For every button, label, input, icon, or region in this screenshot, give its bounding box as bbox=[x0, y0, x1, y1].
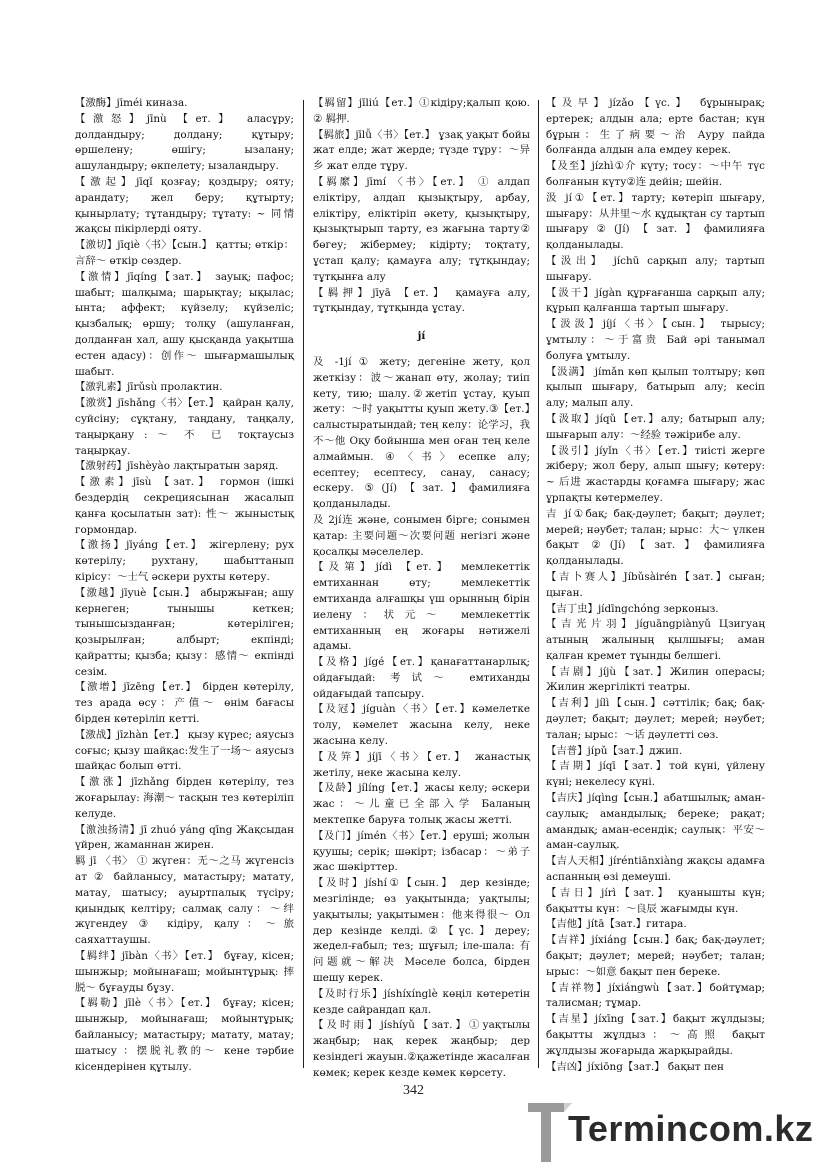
dictionary-entry: 【吉祥】jíxiáng【сын.】бақ; бақ-дәулет; бақыт; дәулет; мерей; нәубет; талан; ырыс：～如意 бақыт пен береке. bbox=[546, 934, 765, 978]
dictionary-entry: 【羁旅】jīlǚ〈书〉【ет.】 ұзақ уақыт бойы жат елде; жат жерде; түзде тұру：～异乡 жат елде тұру. bbox=[313, 128, 530, 173]
dictionary-entry: 【激素】jīsù 【зат.】 гормон (ішкі бездердің секрециясынан жасалып қанға қосылатын зат): 性～ жыныстық гормондар. bbox=[75, 476, 294, 536]
column-divider bbox=[303, 100, 304, 1068]
dictionary-entry: 【汲满】 jímǎn көп қылып толтыру; көп қылып шығару, батырып алу; кесіп алу; малып алу. bbox=[546, 365, 765, 410]
column-divider bbox=[538, 100, 539, 1068]
dictionary-entry: 【及至】jízhì①介 күту; тосу：～中午 түс болғанын күту②连 дейін; шейін. bbox=[546, 160, 765, 188]
dictionary-entry: jí bbox=[417, 330, 426, 343]
dictionary-entry: 【羁绊】jībàn〈书〉【ет.】 бұғау, кісен; шынжыр; мойынағаш; мойынтұрық: 摔脱～ бұғауды бұзу. bbox=[75, 950, 294, 994]
dictionary-entry: 【激情】jīqíng【зат.】 зауық; пафос; шабыт; шалқыма; шарықтау; ықылас; ынта; аффект; күйзелу; күйзеліс; қызбалық; өршу; толқу (ашуланған, долданған хал, ашу қысқанда уақытша естен адасу)：创作～ шығармашылық шабыт. bbox=[75, 270, 294, 378]
dictionary-entry: 【吉普】jípǔ【зат.】джип. bbox=[546, 744, 683, 757]
page-number: 342 bbox=[403, 1083, 424, 1098]
dictionary-entry: 【及格】jígé【ет.】қанағаттанарлық; ойдағыдай: 考试～ емтиханды ойдағыдай тапсыру. bbox=[313, 656, 530, 700]
dictionary-entry: 【吉祥物】jíxiángwù【зат.】бойтұмар; талисман; тұмар. bbox=[546, 981, 765, 1010]
dictionary-entry: 【及早】jízǎo【үс.】 бұрынырақ; ертерек; алдын ала; ерте бастан; күн бұрын：生了病要～治 Ауру пайда болғанда алдын ала емдеу керек. bbox=[546, 97, 765, 157]
dictionary-column-3 bbox=[546, 96, 765, 1073]
dictionary-entry: 【吉光片羽】jíguāngpiànyǔ Цзигуаң атының жалының қылшығы; аман қалған кремет тұынды белшегі. bbox=[546, 618, 765, 662]
dictionary-entry: 【吉期】jíqī【зат.】той күні, үйлену күні; некелесу күні. bbox=[546, 760, 765, 789]
dictionary-entry: 【及第】jídì 【ет.】 мемлекеттік емтиханнан өту; мемлекеттік емтиханда алғашқы үш орынның бірін иелену：状元～ мемлекеттік емтиханның ең жоғары нәтижелі адамы. bbox=[313, 561, 530, 653]
dictionary-entry: 【激增】jīzēng【ет.】 бірден көтерілу, тез арада өсу：产值～ өнім бағасы бірден көтеріліп кетті. bbox=[75, 681, 294, 726]
dictionary-entry: 【吉卜赛人】Jíbǔsàirén【зат.】сыған; цыған. bbox=[546, 570, 765, 599]
dictionary-entry: 及 2jí连 және, сонымен бірге; сонымен қатар: 主要问题～次要问题 негізгі және қосалқы мәселелер. bbox=[313, 513, 530, 558]
dictionary-entry: 【及笄】jíjī〈书〉【ет.】 жанастық жетілу, неке жасына келу. bbox=[313, 750, 530, 779]
dictionary-entry: 【激赏】jīshǎng〈书〉【ет.】 қайран қалу, суйсіну; сұқтану, таңдану, таңқалу, таңырқану : ～ 不 已 тоқтаусыз таңырқау. bbox=[75, 397, 294, 457]
dictionary-entry: 羁 jī 〈书〉 ① жүген：无～之马 жүгенсіз ат ② байланысу, матастыру; матату, матау, шатысу; ауыртпалық түсіру; қиындық келтіру; салмақ салу：～绊 жүгендеу ③ кідіру, қалу：～旅 саяхаттаушы. bbox=[75, 855, 294, 947]
dictionary-entry: 及 -1jí ① жету; дегеніне жету, қол жеткізу：波～жанап өту, жолау; тиіп кету, тию; шалу.②жетіп ұстау, қуып жету：～时 уақытты қуып жету.③【ет.】салыстыратындай; тең келу：论学习，我不～他 Оқу бойынша мен оған тең келе алмаймын. ④〈书〉есепке алу; есептеу; есептесу, санау, санасу; ескеру. ⑤(Jí)【зат.】фамилияға қолданылады. bbox=[313, 355, 530, 511]
logo-text: Termincom.kz bbox=[568, 1108, 814, 1149]
dictionary-entry: 【羁縻】jīmí 〈书〉【ет.】 ① алдап елiктiру, алдап қызықтыру, арбау, елiктiру, елiктiрiп әкету, қызықтыру, қызықтырып тарту, ез жағына тарту② бөгеу; жібермеу; кідірту; тоқтату, ұстап қалу; қамауға алу; тұтқындау; тұтқынға алу bbox=[313, 175, 530, 283]
dictionary-entry: 【吉剧】jíjù【зат.】Жилин операсы; Жилин жергілікті театры. bbox=[546, 665, 765, 694]
dictionary-entry: 【吉他】jítā【зат.】гитара. bbox=[546, 918, 687, 931]
dictionary-column-2 bbox=[313, 96, 530, 1079]
dictionary-entry: 【汲出】 jíchū сарқып алу; тартып шығару. bbox=[546, 254, 765, 283]
dictionary-entry: 【吉利】jílì【сын.】сәттілік; бақ; бақ-дәулет; бақыт; дәулет; мерей; нәубет; талан; ырыс：～话 дәулетті сөз. bbox=[546, 697, 765, 741]
dictionary-entry: 【吉庆】jíqìng【сын.】абатшылық; аман-саулық; амандылық; береке; рақат; амандық; аман-есендік; саулық：平安～ аман-саулық. bbox=[546, 792, 765, 852]
dictionary-entry: 【羁勒】jīlè〈书〉【ет.】 бұғау; кісен; шынжыр, мойынағаш; мойынтұрық; байланысу; матастыру; матату, матау; шатысу ：摆脱礼教的～ кене тәрбие кісендерінен құтылу. bbox=[75, 997, 294, 1073]
dictionary-entry: 【汲取】jíqǔ【ет.】алу; батырып алу; шығарып алу：～经验 тәжірибе алу. bbox=[546, 412, 765, 441]
dictionary-entry: 【激酶】jīméi киназа. bbox=[75, 97, 188, 109]
dictionary-entry: 【汲干】jígàn құрғағанша сарқып алу; құрып қалғанша тартып шығару. bbox=[546, 286, 765, 315]
dictionary-entry: 【激射药】jīshèyào лақтыратын заряд. bbox=[75, 460, 279, 473]
dictionary-entry: 【吉人天相】jíréntiānxiàng жақсы адамға аспанның өзі демеуші. bbox=[546, 855, 765, 884]
dictionary-entry: 【羁押】jīyā 【ет.】 қамауға алу, тұтқындау, тұтқында ұстау. bbox=[313, 286, 530, 315]
dictionary-entry: 【及时雨】jíshíyǔ【зат.】①уақтылы жаңбыр; нақ керек жаңбыр; дер кезіндегі жауын.②қажетінде жасалған көмек; керек кезде көмек көрсету. bbox=[313, 1019, 530, 1079]
dictionary-entry: 【吉星】jíxīng【зат.】бақыт жұлдызы; бақытты жұлдыз：～高照 бақыт жұлдызы жоғарыда жарқырайды. bbox=[546, 1013, 765, 1057]
dictionary-entry: 【及时】jíshí①【сын.】 дер кезінде; мезгілінде; өз уақытында; уақтылы; уақытылы; уақытымен：他来得很～ Ол дер кезінде келді.②【үс.】дереу; жедел-ғабыл; тез; шұғыл; іле-шала: 有问题就～解决 Мәселе болса, бірден шешу керек. bbox=[313, 877, 530, 985]
dictionary-entry: 【激怒】jīnù 【ет.】 алаcұру; долдандыру; долдану; құтыру; өршелену; өшігу; ызалану; ашуландыру; өкпелету; ызаландыру. bbox=[75, 112, 294, 173]
dictionary-column-1 bbox=[75, 96, 294, 1073]
dictionary-entry: 【激战】jīzhàn【ет.】 қызу күрес; аяусыз соғыс; қызу шайқас:发生了一场～ аяусыз шайқас болып өтті. bbox=[75, 728, 294, 773]
dictionary-entry: 【及时行乐】jíshíxínglè көңіл көтеретін кезде сайрандап қал. bbox=[313, 987, 530, 1016]
dictionary-entry: 【汲汲】jíjí〈书〉【сын.】 тырысу; ұмтылу：～于富贵 Бай әрі танымал болуға ұмтылу. bbox=[546, 318, 765, 362]
dictionary-entry: 【激起】jīqǐ қозғау; қоздыру; ояту; арандату; жел беру; құтырту; қынырлату; тұтандыру; тұтату: ~ 同情 жақсы пікірлерді ояту. bbox=[75, 175, 294, 236]
dictionary-entry: 【激切】jīqiè〈书〉【сын.】 қатты; өткір：言辞～ өткір сөздер. bbox=[75, 239, 294, 267]
dictionary-entry: 【激越】jīyuè【сын.】 абыржыған; ашу кернеген; тынышы кеткен; тынышсызданған; көтеріліген; қозырылған; албырт; екпінді; қайратты; қызба; қызу：感情～ екпінді сезім. bbox=[75, 586, 294, 678]
dictionary-entry: 【汲引】jíyǐn〈书〉【ет.】тиісті жерге жіберу; жол беру, алып шығу; көтеру: ~ 后进 жастарды қоғамға шығару; жас ұрпақты көтермелеу. bbox=[546, 444, 765, 504]
dictionary-entry: 【激浊扬清】jī zhuó yáng qīng Жақсыдан үйрен, жаманнан жирен. bbox=[75, 823, 294, 852]
dictionary-entry: 【及门】jímén〈书〉【ет.】еруші; жолын қуушы; серік; шәкірт; ізбасар：～弟子 жас шәкірттер. bbox=[313, 829, 530, 874]
dictionary-entry: 【及冠】jíguàn〈书〉【ет.】кәмелетке толу, кәмелет жасына келу, неке жасына келу. bbox=[313, 703, 530, 748]
dictionary-entry: 【吉凶】jíxiōng【зат.】 бақыт пен bbox=[546, 1060, 724, 1073]
dictionary-entry: 【及龄】jílíng【ет.】жасы келу; әскери жас：～儿童已全部入学 Баланың мектепке баруға толық жасы жетті. bbox=[313, 782, 530, 827]
dictionary-entry: 【激乳素】jīrǔsù пролактин. bbox=[75, 381, 223, 394]
dictionary-entry: 吉 jí①бақ; бақ-дәулет; бақыт; дәулет; мерей; нәубет; талан; ырыс：大～ үлкен бақыт ②(Jí)【зат.】фамилияға қолданылады. bbox=[546, 507, 765, 568]
dictionary-entry: 【激扬】jīyáng【ет.】 жігерлену; рух көтерілу; рухтану, шабыттанып кірісу：～士气 әскери рухты көтеру. bbox=[75, 539, 294, 583]
dictionary-entry: 【羁留】jīliú【ет.】①кідіру;қалып қою. ② 羁押. bbox=[313, 97, 530, 125]
dictionary-entry: 汲 jí①【ет.】тарту; көтеріп шығару, шығару：从井里～水 құдықтан су тартып шығару②(Jí)【зат.】фамилияға қолданылады. bbox=[546, 191, 765, 252]
dictionary-entry: 【激涨】jīzhǎng бірден көтерілу, тез жоғарылау: 海潮～ тасқын тез көтеріліп келуде. bbox=[75, 776, 294, 820]
dictionary-entry: 【吉日】jírì【зат.】 қуанышты күн; бақытты күн：～良辰 жағымды күн. bbox=[546, 886, 765, 915]
dictionary-entry: 【吉丁虫】jídīngchóng зерконыз. bbox=[546, 602, 719, 615]
